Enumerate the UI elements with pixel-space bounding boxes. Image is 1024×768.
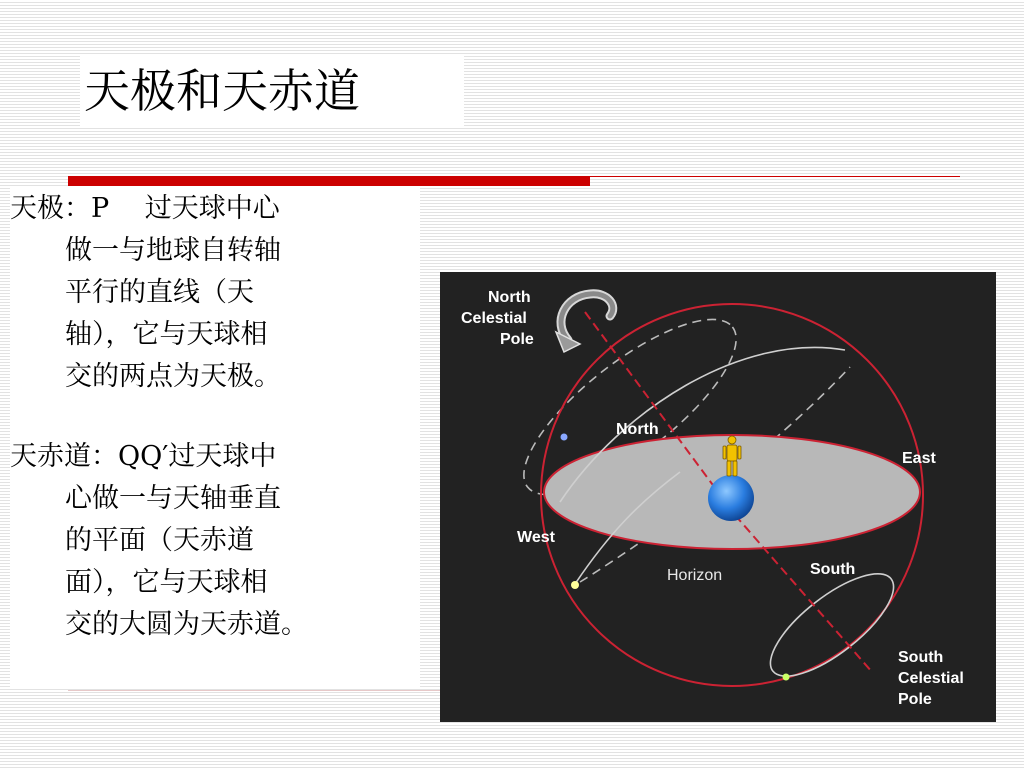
body-text [10,188,420,688]
rotation-arrow-icon [556,294,613,352]
text-line: 天赤道：QQ′过天球中 [10,441,277,472]
west-label: West [517,529,555,546]
star-icon [571,581,579,589]
north-label: North [616,421,659,438]
title-underline-thick [68,176,590,186]
east-label: East [902,450,936,467]
title-underline-thin [590,176,960,177]
north-celestial-pole-label-line2: Celestial [461,310,527,327]
celestial-pole-definition [10,188,420,398]
bottom-divider [68,690,440,691]
celestial-sphere-diagram [440,272,996,722]
south-label: South [810,561,856,578]
text-line: 轴），它与天球相 [65,319,268,350]
star-icon [783,674,790,681]
horizon-label: Horizon [667,567,723,584]
south-celestial-pole-label-line2: Celestial [898,670,964,687]
south-celestial-pole-label-line3: Pole [898,691,932,708]
south-celestial-pole-label-line1: South [898,649,944,666]
text-line: 交的大圆为天赤道。 [65,609,308,640]
slide-title: 天极和天赤道 [80,56,464,126]
north-celestial-pole-label-line3: Pole [500,331,534,348]
celestial-sphere-svg [440,272,996,722]
text-line: 心做一与天轴垂直 [65,483,281,514]
celestial-equator-definition [10,436,420,646]
text-line: 交的两点为天极。 [65,361,281,392]
earth-icon [708,475,754,521]
text-line: 天极：P 过天球中心 [10,193,280,224]
star-icon [561,434,568,441]
text-line: 面），它与天球相 [65,567,268,598]
text-line: 做一与地球自转轴 [65,235,281,266]
text-line: 平行的直线（天 [65,277,254,308]
north-celestial-pole-label-line1: North [488,289,531,306]
text-line: 的平面（天赤道 [65,525,254,556]
